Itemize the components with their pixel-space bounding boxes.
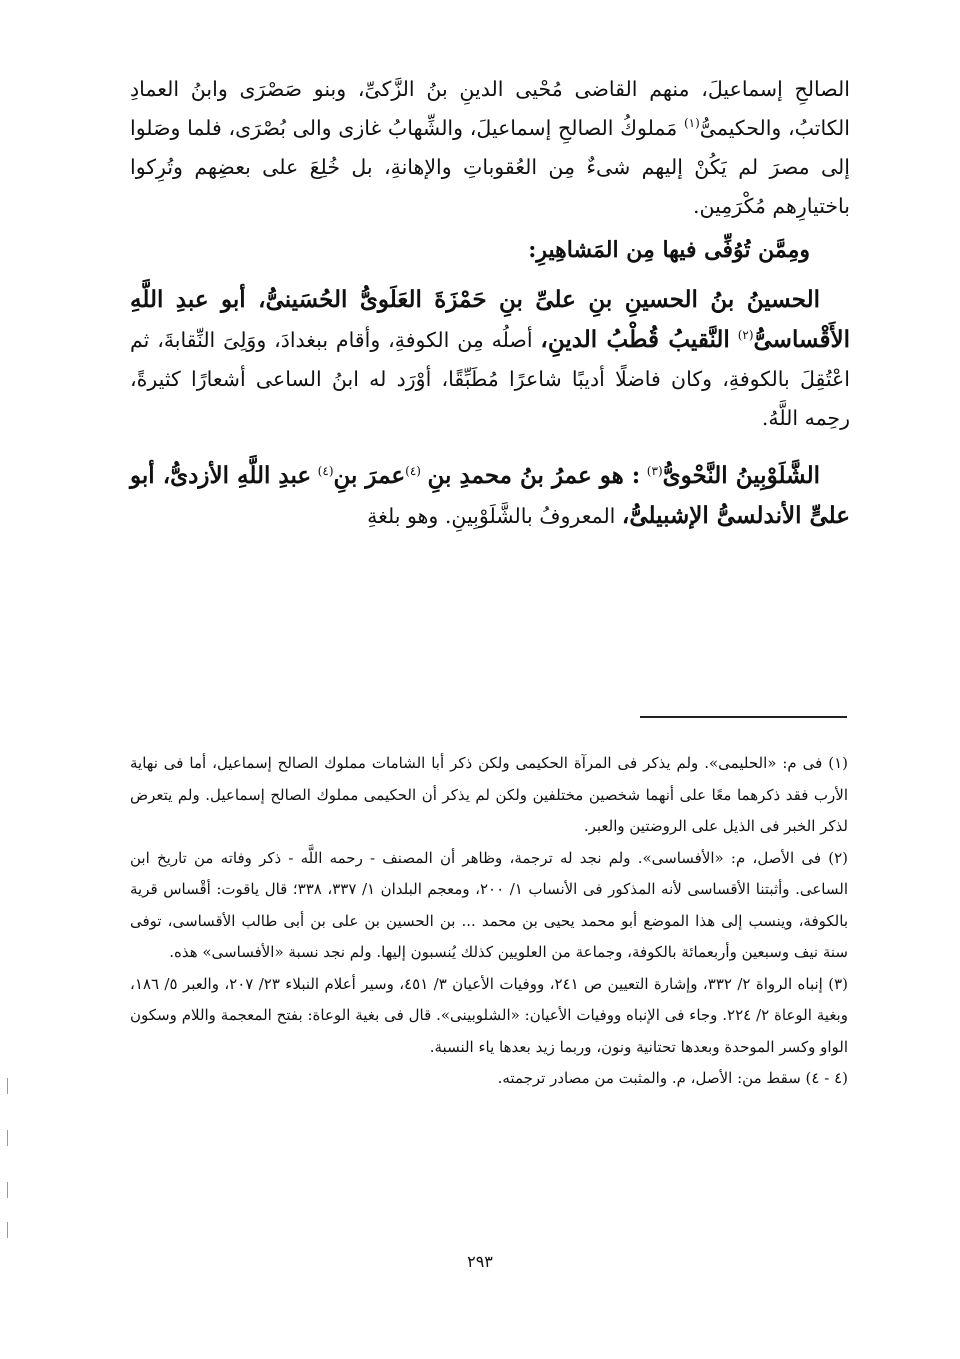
footnotes bbox=[130, 748, 848, 1095]
entry-title: النَّقيبُ قُطْبُ الدينِ، bbox=[540, 326, 730, 353]
paragraph-intro bbox=[130, 70, 850, 226]
entry-lineage-rest: عبدِ اللَّهِ الأزدىُّ، أبو علىٍّ الأندلسىُّ الإشبيلىُّ، bbox=[130, 462, 850, 529]
scan-margin-mark bbox=[7, 1078, 8, 1094]
footnote-ref-2[interactable]: (٢) bbox=[737, 328, 754, 343]
entry-text: أصلُه مِن الكوفةِ، وأقام ببغدادَ، ووَلِىَ النِّقابةَ، ثم اعْتُقِلَ بالكوفةِ، وكان فاضلًا أديبًا شاعرًا مُطَبِّقًا، أوْرَد له ابنُ الساعى أشعارًا كثيرةً، رحِمه اللَّهُ. bbox=[130, 328, 850, 430]
biography-entry-shalawbin bbox=[130, 456, 850, 536]
footnote-1: (١) فى م: «الحليمى». ولم يذكر فى المرآة الحكيمى ولكن ذكر أبا الشامات مملوك الصالح إسماعيل، أما فى نهاية الأرب فقد ذكرهما معًا على أنهما شخصين مختلفين ولكن لم يذكر أن الحكيمى مملوك الصالح إسماعيل. ولم يتعرض لذكر الخبر فى الذيل على الروضتين والعبر. bbox=[130, 754, 848, 835]
footnote-ref-4-open[interactable]: (٤) bbox=[405, 464, 421, 479]
page-number: ٢٩٣ bbox=[467, 1252, 493, 1271]
scan-margin-mark bbox=[7, 1130, 8, 1146]
footnote-ref-3[interactable]: (٣) bbox=[646, 464, 663, 479]
entry-name: الشَّلَوْبِينُ النَّحْوىُّ bbox=[662, 462, 820, 489]
footnote-2: (٢) فى الأصل، م: «الأفساسى». ولم نجد له ترجمة، وظاهر أن المصنف - رحمه اللَّه - ذكر وفاته من تاريخ ابن الساعى. وأثبتنا الأقساسى لأنه المذكور فى الأنساب ١/ ٢٠٠، ومعجم البلدان ١/ ٣٣٧، ٣٣٨؛ قال ياقوت: أقْساس قرية بالكوفة، وينسب إلى هذا الموضع أبو محمد يحيى بن محمد ... بن الحسين بن على بن أبى طالب الأقساسى، توفى سنة نيف وسبعين وأربعمائة بالكوفة، وجماعة من العلويين كذلك يُنسبون إليها. ولم نجد نسبة «الأفساسى» هذه. bbox=[130, 848, 848, 961]
entry-name: الحسينُ بنُ الحسينِ بنِ علىِّ بنِ حَمْزَةَ العَلَوىُّ الحُسَينىُّ، أبو عبدِ اللَّهِ الأَقْساسىُّ bbox=[130, 286, 850, 353]
entry-text: المعروفُ بالشَّلَوْبِينِ. وهو بلغةِ bbox=[367, 504, 616, 528]
footnote-3: (٣) إنباه الرواة ٢/ ٣٣٢، وإشارة التعيين ص ٢٤١، ووفيات الأعيان ٣/ ٤٥١، وسير أعلام النبلاء ٢٣/ ٢٠٧، والعبر ٥/ ١٨٦، وبغية الوعاة ٢/ ٢٢٤. وجاء فى الإنباه ووفيات الأعيان: «الشلوبينى». قال فى بغية الوعاة: بفتح المعجمة واللام وسكون الواو وكسر الموحدة وبعدها تحتانية ونون، وربما زيد بعدها ياء النسبة. bbox=[130, 974, 848, 1056]
biography-entry-aqsasi bbox=[130, 280, 850, 438]
entry-lineage: : هو عمرُ بنُ محمدِ بنِ bbox=[427, 462, 641, 489]
scan-margin-mark bbox=[7, 1222, 8, 1238]
footnote-divider bbox=[640, 716, 847, 718]
section-subheading: ومِمَّن تُوُفِّى فيها مِن المَشاهِيرِ: bbox=[528, 237, 810, 263]
footnote-4: (٤ - ٤) سقط من: الأصل، م. والمثبت من مصادر ترجمته. bbox=[497, 1069, 848, 1087]
paragraph-text: الصالحِ إسماعيلَ، منهم القاضى مُحْيى الدينِ بنُ الزَّكىِّ، وبنو صَصْرَى وابنُ العمادِ الكاتبُ، والحكيمىُّ bbox=[130, 77, 850, 140]
main-text bbox=[130, 70, 850, 536]
footnote-ref-1[interactable]: (١) bbox=[683, 116, 700, 131]
footnote-ref-4-close[interactable]: (٤) bbox=[317, 464, 334, 479]
paragraph-text: مَملوكُ الصالحِ إسماعيلَ، والشِّهابُ غازى والى بُصْرَى، فلما وصَلوا إلى مصرَ لم يَكُنْ إليهم شىءٌ مِن العُقوباتِ والإهانةِ، بل خُلِعَ على بعضِهم وتُرِكوا باختيارِهم مُكْرَمِين. bbox=[130, 116, 850, 218]
entry-lineage-inserted: عمرَ بنِ bbox=[333, 462, 406, 489]
scan-margin-mark bbox=[7, 1182, 8, 1198]
